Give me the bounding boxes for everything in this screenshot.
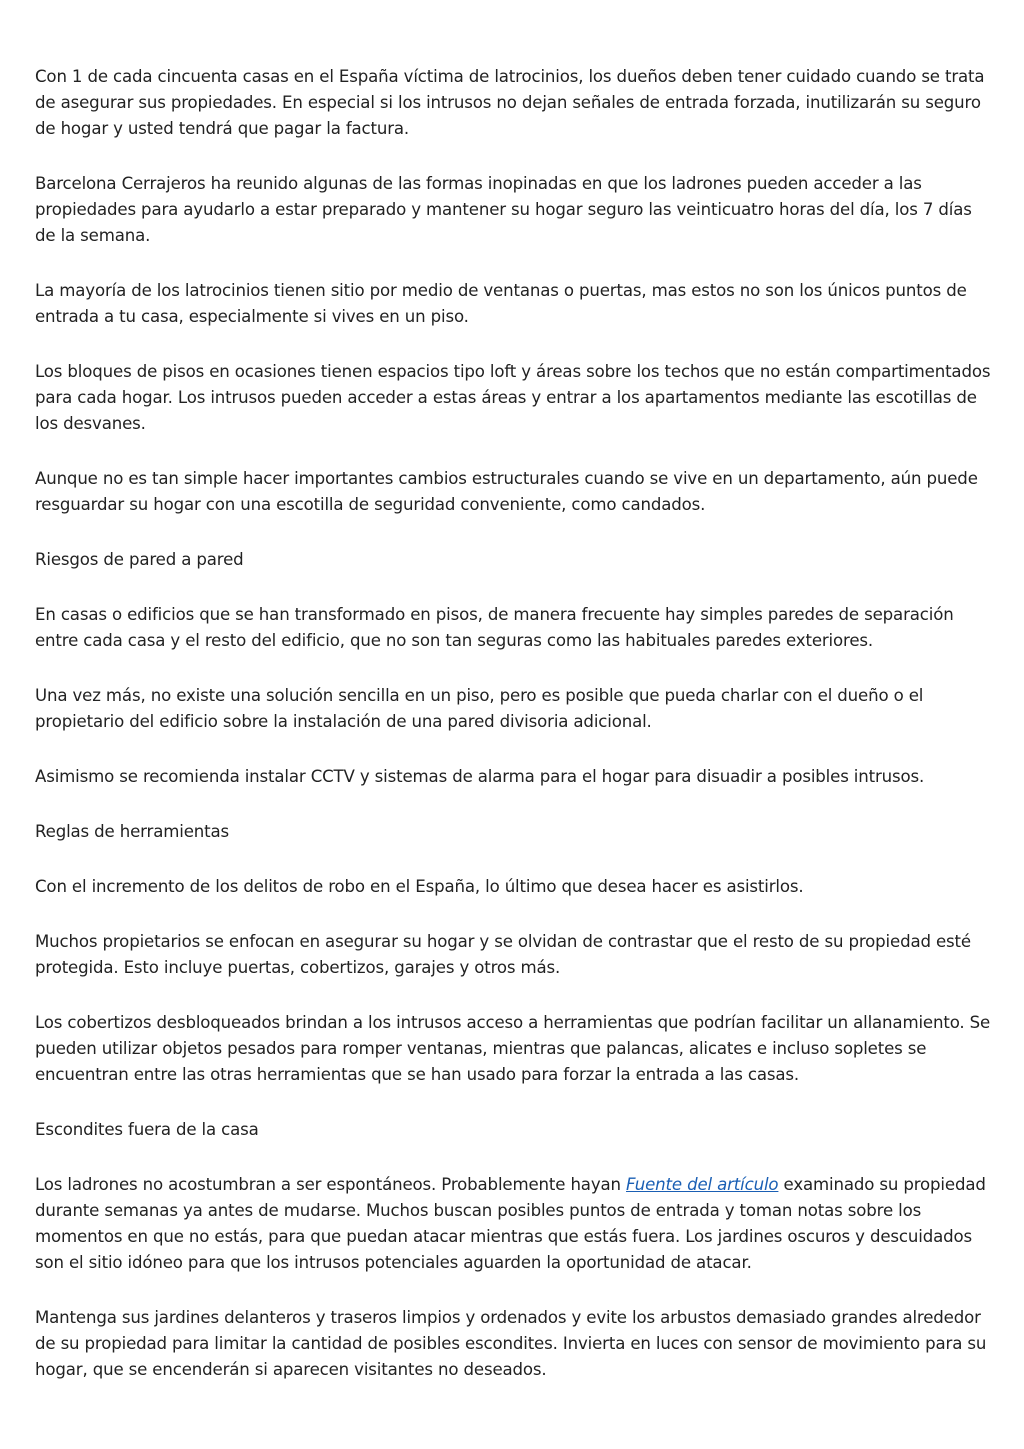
paragraph-11: Los cobertizos desbloqueados brindan a los intrusos acceso a herramientas que podrían facilitar un allanamiento. Se pueden utilizar objetos pesados para romper ventanas, mientras que palancas, alicates e incluso sopletes se encuentran entre las otras herramientas que se han usado para forzar la entrada a las casas. bbox=[35, 1013, 991, 1084]
paragraph-2: Barcelona Cerrajeros ha reunido algunas de las formas inopinadas en que los ladrones pueden acceder a las propiedades para ayudarlo a estar preparado y mantener su hogar seguro las veinticuatro horas del día, los 7 días de la semana. bbox=[35, 174, 972, 245]
paragraph-12-after: examinado su propiedad durante semanas ya antes de mudarse. Muchos buscan posibles puntos de entrada y toman notas sobre los momentos en que no estás, para que puedan atacar mientras que estás fuera. Los jardines oscuros y descuidados son el sitio idóneo para que los intrusos potenciales aguarden la oportunidad de atacar. bbox=[35, 1175, 986, 1272]
paragraph-12-before: Los ladrones no acostumbran a ser espontáneos. Probablemente hayan bbox=[35, 1175, 627, 1194]
paragraph-9: Con el incremento de los delitos de robo en el España, lo último que desea hacer es asistirlos. bbox=[35, 877, 804, 896]
paragraph-4: Los bloques de pisos en ocasiones tienen espacios tipo loft y áreas sobre los techos que no están compartimentados para cada hogar. Los intrusos pueden acceder a estas áreas y entrar a los apartamentos mediante las escotillas de los desvanes. bbox=[35, 362, 991, 433]
source-article-link[interactable]: Fuente del artículo bbox=[626, 1175, 779, 1194]
section-heading-escondites: Escondites fuera de la casa bbox=[35, 1120, 259, 1139]
section-heading-riesgos: Riesgos de pared a pared bbox=[35, 550, 244, 569]
paragraph-3: La mayoría de los latrocinios tienen sitio por medio de ventanas o puertas, mas estos no son los únicos puntos de entrada a tu casa, especialmente si vives en un piso. bbox=[35, 281, 967, 326]
paragraph-12 bbox=[35, 1172, 993, 1276]
paragraph-10: Muchos propietarios se enfocan en asegurar su hogar y se olvidan de contrastar que el resto de su propiedad esté protegida. Esto incluye puertas, cobertizos, garajes y otros más. bbox=[35, 932, 971, 977]
section-heading-herramientas: Reglas de herramientas bbox=[35, 822, 230, 841]
paragraph-6: En casas o edificios que se han transformado en pisos, de manera frecuente hay simples paredes de separación entre cada casa y el resto del edificio, que no son tan seguras como las habituales paredes exteriores. bbox=[35, 605, 954, 650]
paragraph-7: Una vez más, no existe una solución sencilla en un piso, pero es posible que pueda charlar con el dueño o el propietario del edificio sobre la instalación de una pared divisoria adicional. bbox=[35, 686, 924, 731]
paragraph-13: Mantenga sus jardines delanteros y traseros limpios y ordenados y evite los arbustos demasiado grandes alrededor de su propiedad para limitar la cantidad de posibles escondites. Invierta en luces con sensor de movimiento para su hogar, que se encenderán si aparecen visitantes no deseados. bbox=[35, 1308, 987, 1379]
paragraph-1: Con 1 de cada cincuenta casas en el España víctima de latrocinios, los dueños deben tener cuidado cuando se trata de asegurar sus propiedades. En especial si los intrusos no dejan señales de entrada forzada, inutilizarán su seguro de hogar y usted tendrá que pagar la factura. bbox=[35, 67, 985, 138]
paragraph-8: Asimismo se recomienda instalar CCTV y sistemas de alarma para el hogar para disuadir a posibles intrusos. bbox=[35, 767, 925, 786]
paragraph-5: Aunque no es tan simple hacer importantes cambios estructurales cuando se vive en un departamento, aún puede resguardar su hogar con una escotilla de seguridad conveniente, como candados. bbox=[35, 469, 978, 514]
document-body bbox=[35, 64, 993, 1412]
